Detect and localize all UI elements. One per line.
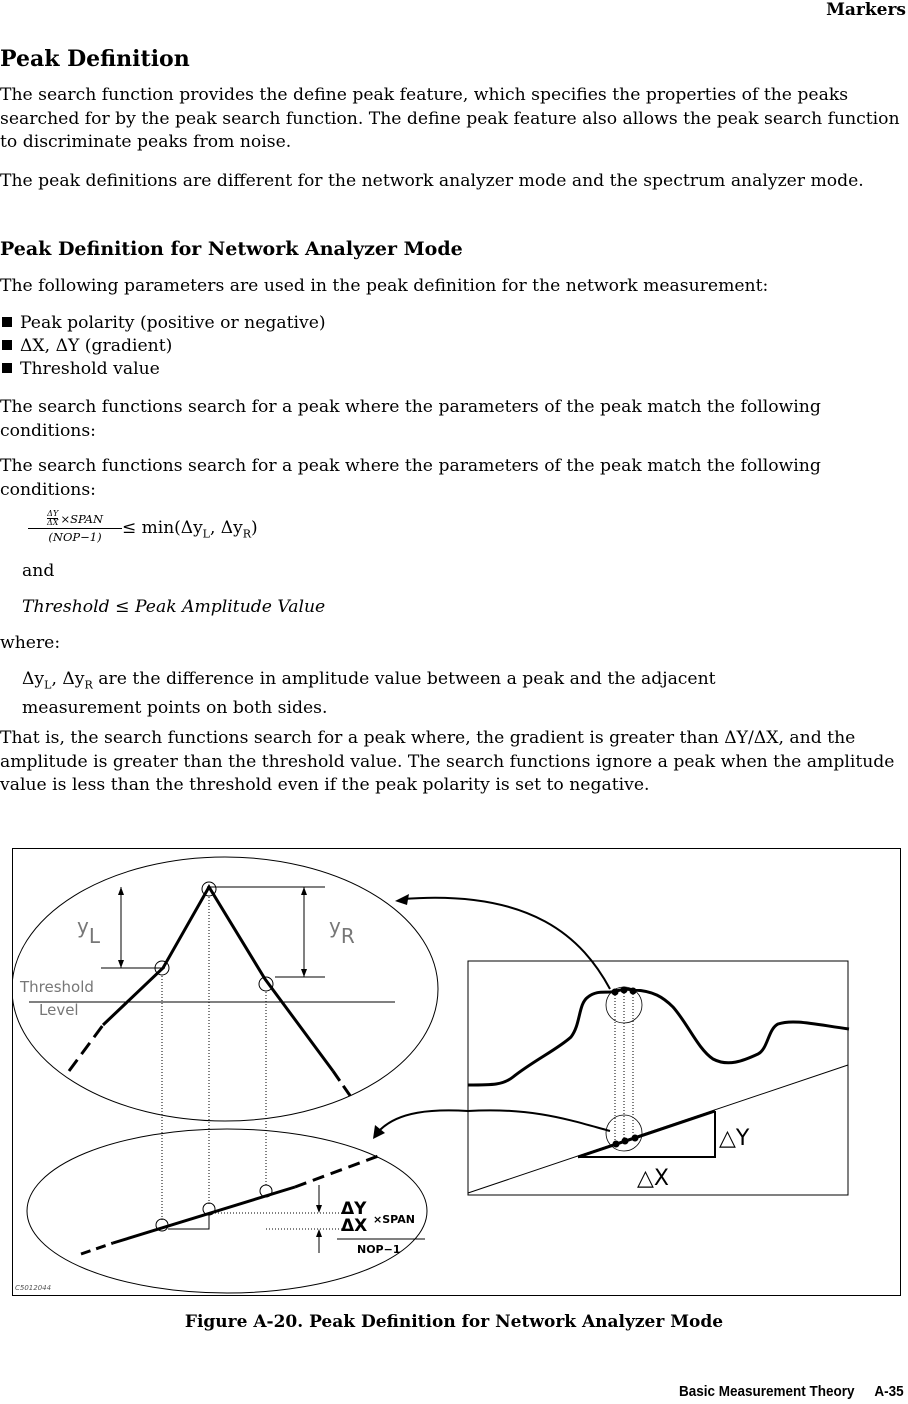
peak-trace: [103, 887, 333, 1071]
subsection-heading: Peak Definition for Network Analyzer Mode: [0, 238, 463, 260]
conditions-paragraph-repeat: The search functions search for a peak where the parameters of the peak match the following conditions:: [0, 456, 821, 500]
delta-y-label: △Y: [719, 1126, 750, 1151]
bullet-item: ΔX, ΔY (gradient): [0, 335, 172, 359]
figure-diagram: [13, 849, 900, 1295]
bullet-item: Threshold value: [0, 358, 160, 382]
figure-code: C5012044: [15, 1284, 52, 1292]
delta-x-label: △X: [637, 1166, 669, 1191]
ratio-dy-label: ΔY: [341, 1199, 367, 1219]
yr-label: yR: [329, 914, 355, 948]
bullet-square-icon: [2, 363, 12, 373]
mode-paragraph: The peak definitions are different for the network analyzer mode and the spectrum analyzer mode.: [0, 171, 864, 191]
running-footer: Basic Measurement Theory A-35: [679, 1383, 904, 1400]
and-text: and: [22, 561, 55, 581]
gradient-trace: [113, 1187, 295, 1243]
summary-paragraph: That is, the search functions search for a peak where, the gradient is greater than ΔY/ΔX, and the amplitude is greater than the threshold value. The search functions ignore a peak when the amplitude value is less than the threshold even if the peak polarity is set to negative.: [0, 728, 895, 795]
formula-fraction: $\frac{\Delta Y}{\Delta X}$ ×SPAN (NOP−1): [28, 510, 122, 544]
measurement-trace: [468, 989, 849, 1085]
intro-paragraph: The search function provides the define peak feature, which specifies the properties of the peaks searched for by the peak search function. The define peak feature also allows the peak search function to discriminate peaks from noise.: [0, 85, 900, 152]
arrow-to-peak-detail: [403, 898, 610, 989]
arrow-to-gradient-detail: [379, 1110, 610, 1131]
parameters-paragraph: The following parameters are used in the peak definition for the network measurement:: [0, 276, 769, 296]
ratio-nop-label: NOP−1: [357, 1243, 401, 1256]
ratio-dx-label: ΔX: [341, 1216, 368, 1236]
figure-caption: Figure A-20. Peak Definition for Network Analyzer Mode: [184, 1312, 724, 1332]
section-heading: Peak Definition: [0, 46, 190, 72]
threshold-label: Threshold: [20, 978, 94, 996]
yl-label: yL: [77, 914, 100, 948]
where-definition: $\Delta y_L$, $\Delta y_R$ are the difference in amplitude value between a peak and the adjacent measurement points on both sides.: [22, 669, 716, 718]
bullet-square-icon: [2, 340, 12, 350]
conditions-paragraph: The search functions search for a peak where the parameters of the peak match the following conditions:: [0, 397, 821, 441]
ratio-span-label: ×SPAN: [373, 1213, 415, 1226]
where-label: where:: [0, 633, 61, 653]
level-label: Level: [39, 1001, 79, 1019]
gradient-detail-ellipse: [27, 1129, 427, 1293]
bullet-square-icon: [2, 317, 12, 327]
formula-rhs: ≤ $\min(\Delta y_L$, $\Delta y_R$): [122, 518, 258, 541]
threshold-condition: Threshold ≤ Peak Amplitude Value: [22, 597, 326, 617]
gradient-segment: [578, 1111, 715, 1157]
running-header: Markers: [826, 0, 906, 20]
bullet-item: Peak polarity (positive or negative): [0, 312, 326, 336]
peak-trace-left-dashed: [69, 1025, 103, 1071]
figure-peak-definition: [12, 848, 901, 1296]
